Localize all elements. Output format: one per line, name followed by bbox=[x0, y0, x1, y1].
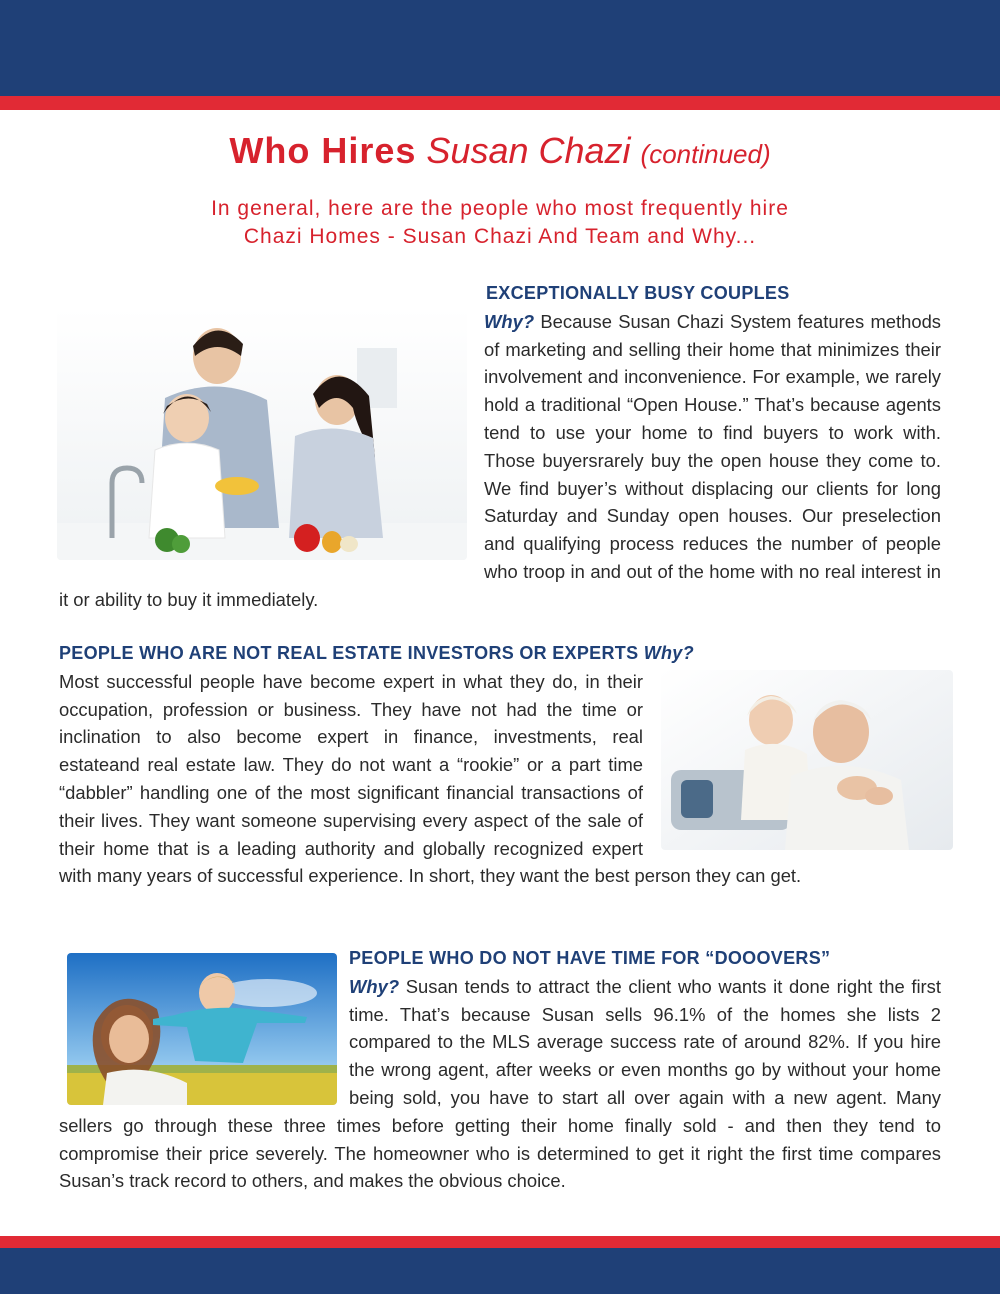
footer-band bbox=[0, 1248, 1000, 1294]
title-name: Susan Chazi bbox=[426, 130, 631, 171]
section-busy-couples bbox=[59, 280, 941, 614]
heading-text: PEOPLE WHO ARE NOT REAL ESTATE INVESTORS OR EXPERTS bbox=[59, 643, 639, 663]
section-heading bbox=[59, 640, 941, 668]
subtitle-line-1: In general, here are the people who most frequently hire bbox=[211, 197, 789, 220]
page-subtitle bbox=[0, 195, 1000, 251]
body-text: Because Susan Chazi System features methods of marketing and selling their home that minimizes their involvement and inconvenience. For example, we rarely hold a traditional “Open House.” That’s because agents tend to use your home to find buyers to work with. Those buyersrarely buy the open house they come to. We find buyer’s without displacing our clients for long Saturday and Sunday open houses. Our preselection and qualifying process reduces the number of people who troop in and out of the home with no real interest in it or ability to buy it immediately. bbox=[59, 310, 941, 610]
header-stripe bbox=[0, 96, 1000, 110]
why-label: Why? bbox=[349, 975, 400, 997]
family-cooking-photo bbox=[57, 308, 467, 560]
why-label: Why? bbox=[484, 310, 535, 332]
section-heading: PEOPLE WHO DO NOT HAVE TIME FOR “DOOOVERS” bbox=[349, 948, 831, 968]
section-no-dooovers bbox=[59, 945, 941, 1195]
section-not-experts bbox=[59, 640, 941, 890]
header-band bbox=[0, 0, 1000, 96]
mother-child-field-photo bbox=[67, 953, 337, 1105]
why-label: Why? bbox=[643, 643, 694, 663]
body-text: Susan tends to attract the client who wants it done right the first time. That’s because Susan sells 96.1% of the homes she lists 2 compared to the MLS average success rate of around 82%. If you hire the wrong agent, after weeks or even months go by without your home being sold, you have to start all over again with a new agent. Many sellers go through these three times before getting their home finally sold - and then they tend to compromise their price severely. The homeowner who is determined to get it right the first time compares Susan’s track record to others, and makes the obvious choice. bbox=[59, 975, 941, 1192]
title-bold: Who Hires bbox=[229, 130, 417, 171]
section-heading: EXCEPTIONALLY BUSY COUPLES bbox=[486, 283, 790, 303]
section-body: Most successful people have become expert in what they do, in their occupation, profession or business. They have not had the time or inclination to also become expert in finance, investments, real estateand real estate law. They do not want a “rookie” or a part time “dabbler” handling one of the most significant financial transactions of their lives. They want someone supervising every aspect of the sale of their home that is a leading authority and globally recognized expert with many years of successful experience. In short, they want the best person they can get. bbox=[59, 670, 802, 887]
page-title bbox=[0, 128, 1000, 177]
senior-couple-photo bbox=[661, 670, 953, 850]
subtitle-line-2: Chazi Homes - Susan Chazi And Team and Why... bbox=[243, 225, 757, 248]
title-suffix: (continued) bbox=[640, 139, 771, 169]
footer-stripe bbox=[0, 1236, 1000, 1248]
